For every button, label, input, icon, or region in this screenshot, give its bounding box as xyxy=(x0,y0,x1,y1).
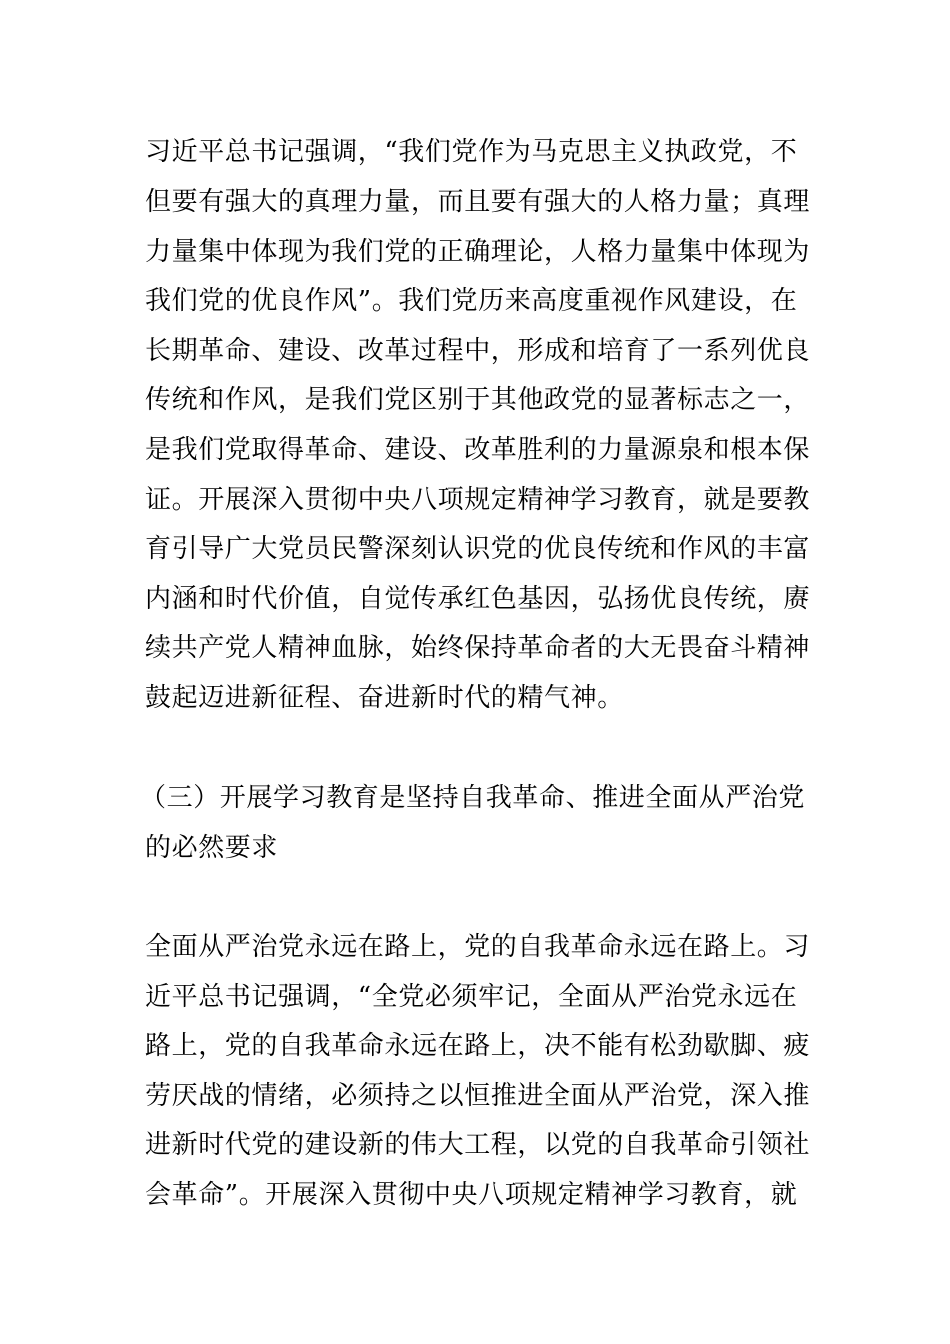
text-line: 鼓起迈进新征程、奋进新时代的精气神。 xyxy=(145,683,624,713)
text-line: 近平总书记强调，“全党必须牢记，全面从严治党永远在 xyxy=(145,982,798,1012)
text-line: 育引导广大党员民警深刻认识党的优良传统和作风的丰富 xyxy=(145,534,811,564)
text-line: 证。开展深入贯彻中央八项规定精神学习教育，就是要教 xyxy=(145,485,811,515)
text-line: 进新时代党的建设新的伟大工程，以党的自我革命引领社 xyxy=(145,1130,811,1160)
text-line: 全面从严治党永远在路上，党的自我革命永远在路上。习 xyxy=(145,932,811,962)
text-line: 内涵和时代价值，自觉传承红色基因，弘扬优良传统，赓 xyxy=(145,584,811,614)
text-line: 传统和作风，是我们党区别于其他政党的显著标志之一， xyxy=(145,385,811,415)
text-line: 习近平总书记强调，“我们党作为马克思主义执政党，不 xyxy=(145,137,798,167)
heading-line: （三）开展学习教育是坚持自我革命、推进全面从严治党 xyxy=(140,783,806,813)
text-line: 会革命”。开展深入贯彻中央八项规定精神学习教育，就 xyxy=(145,1180,798,1210)
text-line: 我们党的优良作风”。我们党历来高度重视作风建设，在 xyxy=(145,286,798,316)
text-line: 长期革命、建设、改革过程中，形成和培育了一系列优良 xyxy=(145,336,811,366)
text-line: 路上，党的自我革命永远在路上，决不能有松劲歇脚、疲 xyxy=(145,1031,811,1061)
heading-line: 的必然要求 xyxy=(145,833,279,863)
text-line: 是我们党取得革命、建设、改革胜利的力量源泉和根本保 xyxy=(145,435,811,465)
text-line: 续共产党人精神血脉，始终保持革命者的大无畏奋斗精神 xyxy=(145,633,811,663)
text-line: 劳厌战的情绪，必须持之以恒推进全面从严治党，深入推 xyxy=(145,1081,811,1111)
text-line: 力量集中体现为我们党的正确理论，人格力量集中体现为 xyxy=(145,237,811,267)
text-line: 但要有强大的真理力量，而且要有强大的人格力量；真理 xyxy=(145,187,811,217)
